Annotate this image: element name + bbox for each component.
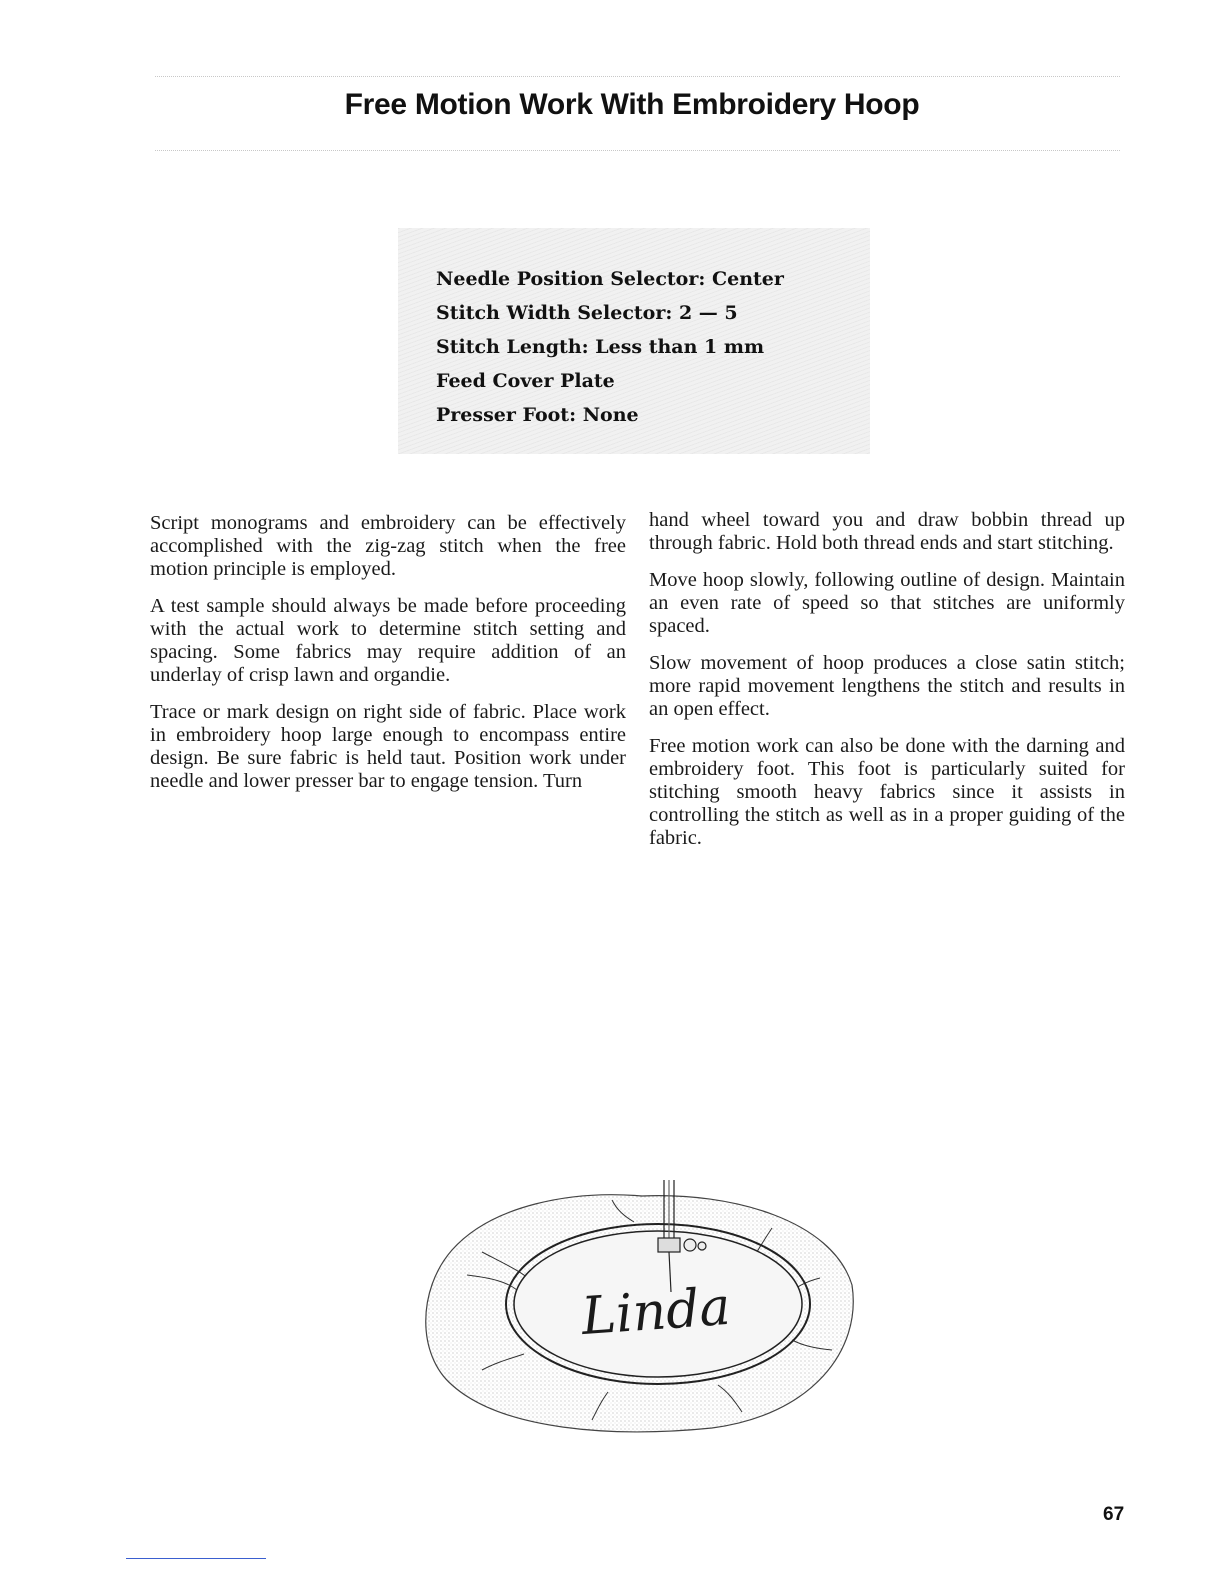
- paragraph-test-sample: A test sample should always be made before proceeding with the actual work to determine stitch setting and spacing. Some fabrics may require addition of an underlay of crisp lawn and organdie.: [150, 595, 626, 686]
- paragraph-move-hoop: Move hoop slowly, following outline of design. Maintain an even rate of speed so that stitches are uniformly spaced.: [649, 569, 1125, 637]
- settings-box: [398, 228, 870, 454]
- setting-stitch-length: Stitch Length: Less than 1 mm: [436, 336, 765, 358]
- header-rule-top: [155, 76, 1120, 77]
- left-column: [150, 512, 626, 807]
- setting-feed-cover-plate: Feed Cover Plate: [436, 370, 615, 392]
- setting-presser-foot: Presser Foot: None: [436, 404, 639, 426]
- header-rule-bottom: [155, 150, 1120, 151]
- setting-needle-position: Needle Position Selector: Center: [436, 268, 784, 290]
- setting-stitch-width: Stitch Width Selector: 2 — 5: [436, 302, 738, 324]
- paragraph-darning-foot: Free motion work can also be done with the darning and embroidery foot. This foot is particularly suited for stitching smooth heavy fabrics since it assists in controlling the stitch as well as in a proper guiding of the fabric.: [649, 735, 1125, 849]
- page-title: Free Motion Work With Embroidery Hoop: [344, 88, 920, 121]
- footer-rule: [126, 1558, 266, 1559]
- settings-list: [436, 262, 784, 432]
- paragraph-hoop-speed: Slow movement of hoop produces a close satin stitch; more rapid movement lengthens the stitch and results in an open effect.: [649, 652, 1125, 720]
- paragraph-intro: Script monograms and embroidery can be effectively accomplished with the zig-zag stitch when the free motion principle is employed.: [150, 512, 626, 580]
- page-number: 67: [1103, 1504, 1125, 1525]
- embroidery-hoop-illustration: [412, 1180, 862, 1440]
- paragraph-trace-design: Trace or mark design on right side of fabric. Place work in embroidery hoop large enough to encompass entire design. Be sure fabric is held taut. Position work under needle and lower presser bar to engage tension. Turn: [150, 701, 626, 792]
- paragraph-hand-wheel: hand wheel toward you and draw bobbin thread up through fabric. Hold both thread ends and start stitching.: [649, 509, 1125, 554]
- embroidered-monogram: Linda: [579, 1276, 733, 1348]
- right-column: [649, 509, 1125, 864]
